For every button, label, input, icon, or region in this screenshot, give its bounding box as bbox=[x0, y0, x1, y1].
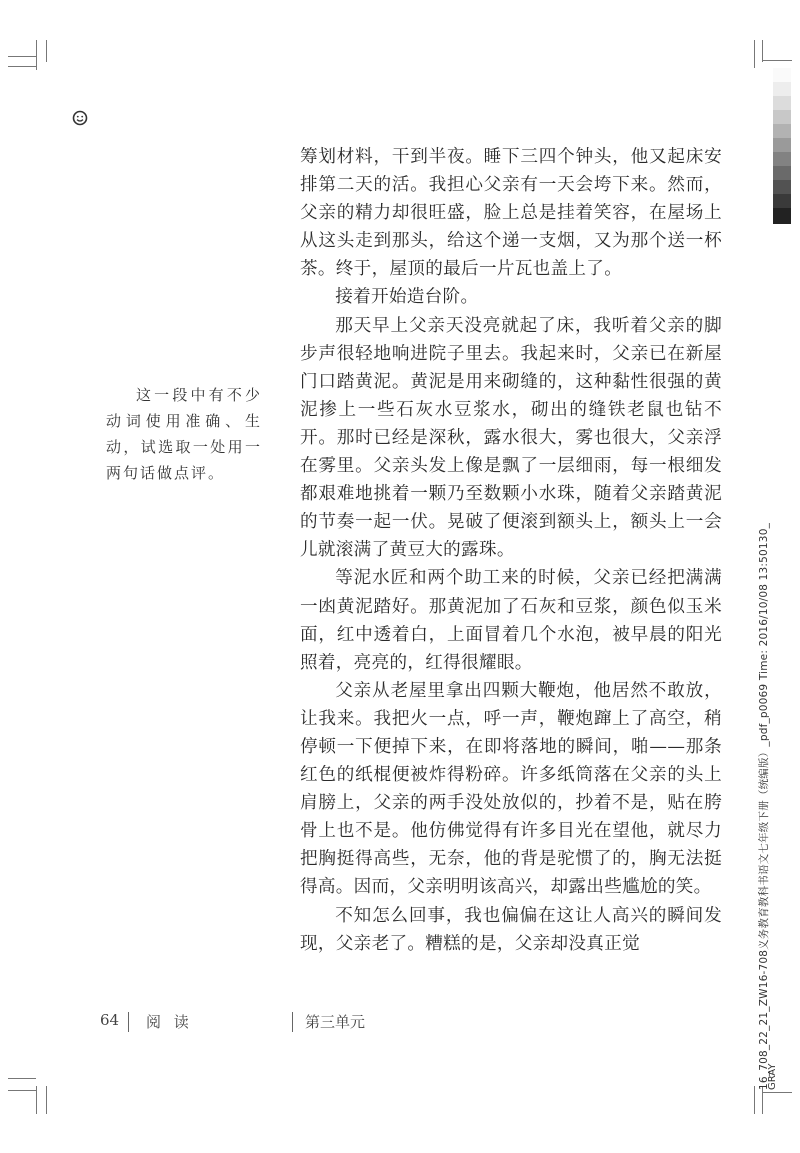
paragraph: 父亲从老屋里拿出四颗大鞭炮，他居然不敢放，让我来。我把火一点，呼一声，鞭炮蹿上了高空，稍停顿一下便掉下来，在即将落地的瞬间，啪——那条红色的纸棍便被炸得粉碎。许多纸筒落在父亲的头上肩膀上，父亲的两手没处放似的，抄着不是，贴在胯骨上也不是。他仿佛觉得有许多目光在望他，就尽力把胸挺得高些，无奈，他的背是驼惯了的，胸无法挺得高。因而，父亲明明该高兴，却露出些尴尬的笑。 bbox=[300, 680, 722, 898]
crop-mark-top-left-v2 bbox=[46, 40, 47, 62]
paragraph: 筹划材料，干到半夜。睡下三四个钟头，他又起床安排第二天的活。我担心父亲有一天会垮下来。然而，父亲的精力却很旺盛，脸上总是挂着笑容，在屋场上从这头走到那头，给这个递一支烟，又为那个送一杯茶。终于，屋顶的最后一片瓦也盖上了。 bbox=[300, 147, 722, 280]
crop-mark-bottom-right-v bbox=[754, 1086, 755, 1114]
crop-mark-top-right-h bbox=[762, 60, 792, 61]
crop-mark-top-left-v bbox=[36, 40, 37, 70]
sidebar-annotation bbox=[106, 382, 262, 486]
crop-mark-top-right-v bbox=[754, 40, 755, 68]
crop-mark-top-left-h2 bbox=[8, 66, 36, 67]
registration-smiley-icon bbox=[72, 110, 88, 126]
crop-mark-bottom-left-v bbox=[36, 1086, 37, 1114]
print-slug bbox=[756, 523, 771, 1090]
crop-mark-bottom-left-v2 bbox=[46, 1086, 47, 1114]
paragraph: 不知怎么回事，我也偏偏在这让人高兴的瞬间发现，父亲老了。糟糕的是，父亲却没真正觉 bbox=[300, 905, 722, 954]
page-number: 64 bbox=[100, 1011, 120, 1029]
sidebar-note: 这一段中有不少动词使用准确、生动，试选取一处用一两句话做点评。 bbox=[106, 386, 262, 482]
footer-left-label: 阅 读 bbox=[146, 1013, 193, 1031]
footer-right-label: 第三单元 bbox=[305, 1013, 366, 1031]
paragraph: 那天早上父亲天没亮就起了床，我听着父亲的脚步声很轻地响进院子里去。我起来时，父亲已在新屋门口踏黄泥。黄泥是用来砌缝的，这种黏性很强的黄泥掺上一些石灰水豆浆水，砌出的缝铁老鼠也钻不开。那时已经是深秋，露水很大，雾也很大，父亲浮在雾里。父亲头发上像是飘了一层细雨，每一根细发都艰难地挑着一颗乃至数颗小水珠，随着父亲踏黄泥的节奏一起一伏。晃破了便滚到额头上，额头上一会儿就滚满了黄豆大的露珠。 bbox=[300, 315, 722, 561]
footer-divider bbox=[128, 1012, 129, 1032]
crop-mark-bottom-right-h bbox=[762, 1092, 792, 1093]
print-slug-text: 16_708_22_21_ZW16-708义务教育教科书语文七年级下册（统编版）_pdf_p0069 Time: 2016/10/08 13:50130_ bbox=[758, 522, 770, 1090]
footer-divider bbox=[292, 1012, 293, 1032]
crop-mark-bottom-right-v2 bbox=[762, 1086, 763, 1114]
crop-mark-top-left-h bbox=[8, 56, 36, 57]
crop-mark-bottom-left-h2 bbox=[8, 1090, 36, 1091]
crop-mark-top-right-v2 bbox=[762, 40, 763, 62]
paragraph: 等泥水匠和两个助工来的时候，父亲已经把满满一凼黄泥踏好。那黄泥加了石灰和豆浆，颜色似玉米面，红中透着白，上面冒着几个水泡，被早晨的阳光照着，亮亮的，红得很耀眼。 bbox=[300, 568, 722, 673]
paragraph: 接着开始造台阶。 bbox=[335, 287, 479, 308]
print-gray-label: GRAY bbox=[767, 1063, 778, 1090]
main-text bbox=[300, 143, 722, 958]
crop-mark-bottom-left-h bbox=[8, 1078, 36, 1079]
